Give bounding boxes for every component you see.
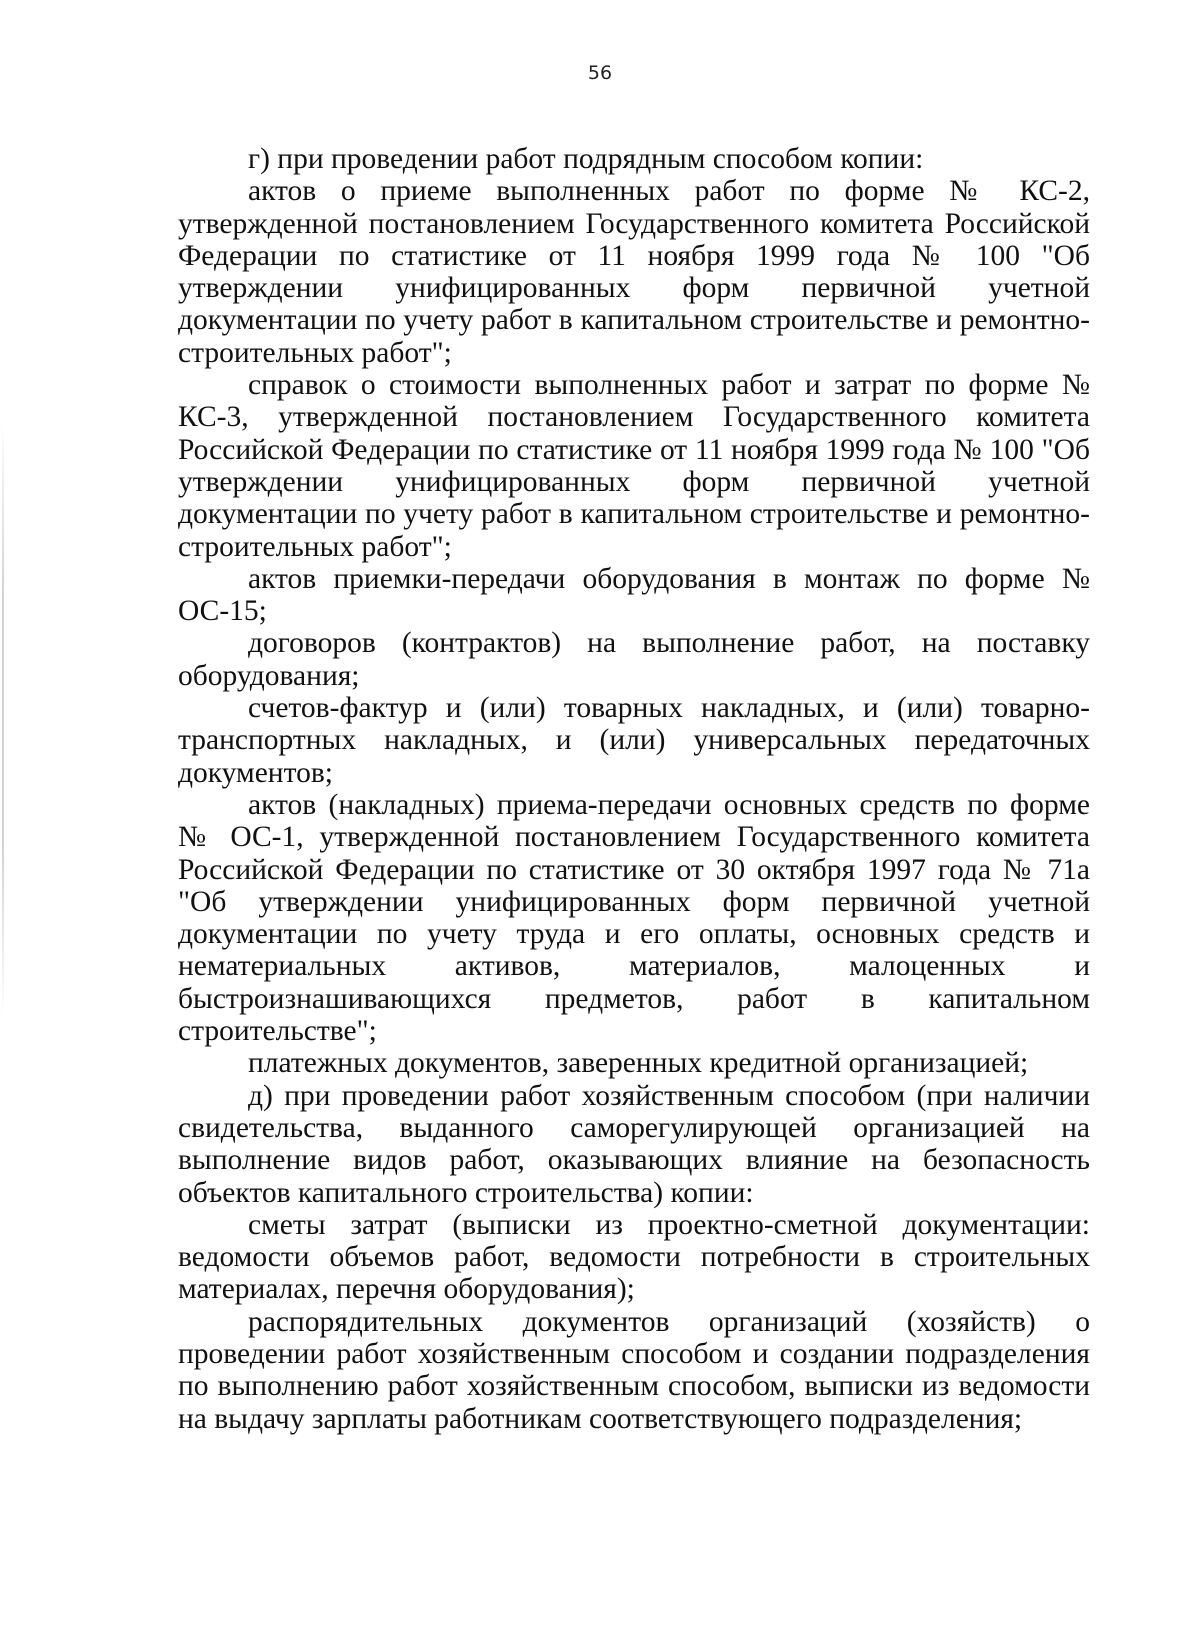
- paragraph-os1-acts: актов (накладных) приема-передачи основных средств по форме № ОС-1, утвержденной постановлением Государственного комитета Российской Федерации по статистике от 30 октября 1997 года № 71а "Об утверждении унифицированных форм первичной учетной документации по учету труда и его оплаты, основных средств и нематериальных активов, материалов, малоценных и быстроизнашивающихся предметов, работ в капитальном строительстве";: [178, 788, 1090, 1048]
- paragraph-cost-estimate: сметы затрат (выписки из проектно-сметной документации: ведомости объемов работ, ведомости потребности в строительных материалах, перечня оборудования);: [178, 1208, 1090, 1306]
- paragraph-ks3-certificates: справок о стоимости выполненных работ и затрат по форме № КС-3, утвержденной постановлением Государственного комитета Российской Федерации по статистике от 11 ноября 1999 года № 100 "Об утверждении унифицированных форм первичной учетной документации по учету работ в капитальном строительстве и ремонтно-строительных работ";: [178, 369, 1090, 563]
- document-body: [178, 143, 1090, 1435]
- paragraph-administrative-documents: распорядительных документов организаций (хозяйств) о проведении работ хозяйственным способом и создании подразделения по выполнению работ хозяйственным способом, выписки из ведомости на выдачу зарплаты работникам соответствующего подразделения;: [178, 1305, 1090, 1435]
- paragraph-own-works-intro: д) при проведении работ хозяйственным способом (при наличии свидетельства, выданного саморегулирующей организацией на выполнение видов работ, оказывающих влияние на безопасность объектов капитального строительства) копии:: [178, 1079, 1090, 1209]
- scan-edge-shadow: [2, 420, 4, 1020]
- paragraph-invoices: счетов-фактур и (или) товарных накладных, и (или) товарно-транспортных накладных, и (или) универсальных передаточных документов;: [178, 692, 1090, 789]
- paragraph-ks2-acts: актов о приеме выполненных работ по форме № КС-2, утвержденной постановлением Государственного комитета Российской Федерации по статистике от 11 ноября 1999 года № 100 "Об утверждении унифицированных форм первичной учетной документации по учету работ в капитальном строительстве и ремонтно-строительных работ";: [178, 175, 1090, 369]
- paragraph-contracts: договоров (контрактов) на выполнение работ, на поставку оборудования;: [178, 627, 1090, 692]
- paragraph-payment-documents: платежных документов, заверенных кредитной организацией;: [248, 1047, 1029, 1080]
- paragraph-contract-works-intro: г) при проведении работ подрядным способом копии:: [248, 143, 924, 175]
- paragraph-os15-acts: актов приемки-передачи оборудования в монтаж по форме № ОС-15;: [178, 562, 1090, 628]
- page-number: 56: [587, 62, 613, 84]
